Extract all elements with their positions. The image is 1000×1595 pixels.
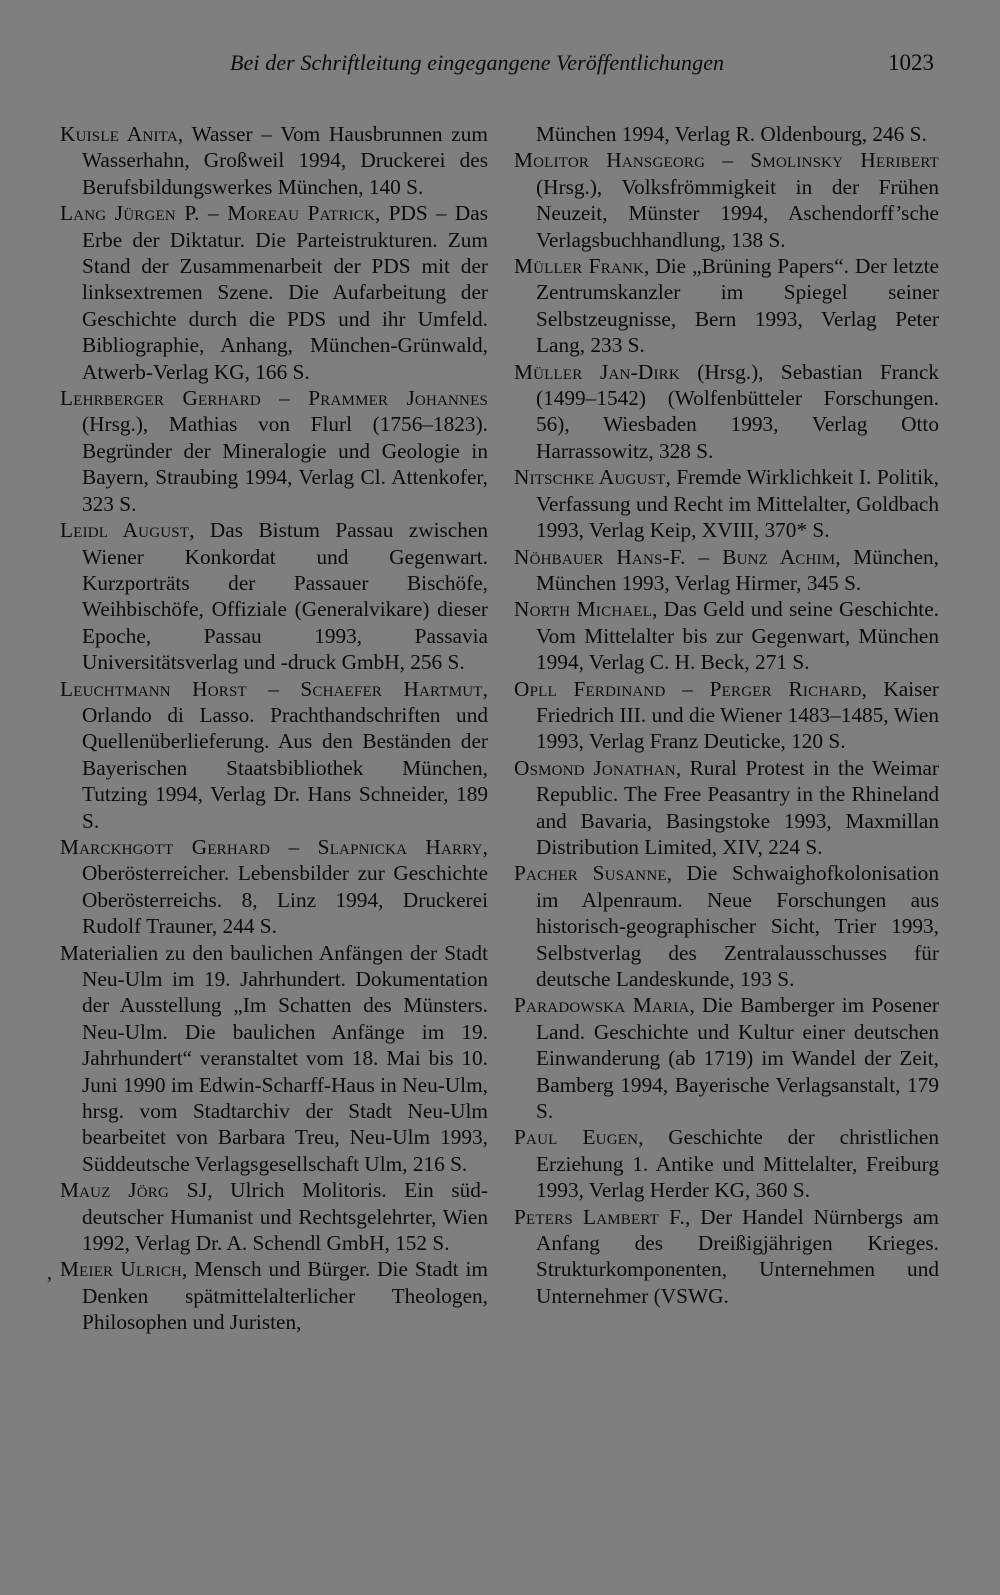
- entry-text: , Ulrich Molitoris. Ein süddeutscher Humanist und Rechtsgelehrter, Wien 1992, Verlag Dr. A. Schendl GmbH, 152 S.: [82, 1178, 489, 1256]
- entry-text: , PDS – Das Erbe der Diktatur. Die Parteistrukturen. Zum Stand der Zusammenarbeit der PDS mit der linksextremen Szene. Die Aufarbeitung der Geschichte durch die PDS und ihr Umfeld. Bibliographie, Anhang, München-Grünwald, Atwerb-Verlag KG, 166 S.: [82, 201, 488, 384]
- entry-author: Leidl August: [60, 518, 190, 543]
- entry-text: , Die Schwaighofkolonisation im Alpenraum. Neue Forschungen aus historisch-geographischer Sicht, Trier 1993, Selbstverlag des Zentralausschusses für deutsche Landeskunde, 193 S.: [536, 861, 939, 991]
- entry-author: Lehrberger Gerhard – Prammer Johannes: [60, 386, 488, 411]
- entry-text: (Hrsg.), Sebastian Franck (1499–1542) (Wolfenbütteler Forschungen. 56), Wiesbaden 1993, Verlag Otto Harrassowitz, 328 S.: [536, 359, 939, 463]
- entry-text: , Oberösterreicher. Lebensbilder zur Geschichte Oberösterreichs. 8, Linz 1994, Druckerei Rudolf Trauner, 244 S.: [82, 834, 488, 939]
- margin-mark: ‚: [46, 1262, 53, 1284]
- entry-author: Mauz Jörg SJ: [60, 1178, 208, 1203]
- bibliography-entry: [514, 1204, 939, 1310]
- bibliography-entry: [514, 121, 939, 147]
- entry-author: North Michael: [514, 597, 653, 622]
- entry-text: Materialien zu den baulichen Anfängen der Stadt Neu-Ulm im 19. Jahrhundert. Dokumentation der Ausstellung „Im Schatten des Münsters. Neu-Ulm. Die baulichen Anfänge im 19. Jahrhundert“ veranstaltet vom 18. Mai bis 10. Juni 1990 im Edwin-Scharff-Haus in Neu-Ulm, hrsg. vom Stadtarchiv der Stadt Neu-Ulm bearbeitet von Barbara Treu, Neu-Ulm 1993, Süddeutsche Verlagsgesellschaft Ulm, 216 S.: [60, 940, 488, 1176]
- bibliography-entry: [60, 940, 488, 1178]
- entry-author: Nitschke August: [514, 465, 666, 490]
- entry-text: , München, München 1993, Verlag Hirmer, 345 S.: [536, 544, 939, 595]
- entry-author: Nöhbauer Hans-F. – Bunz Achim: [514, 544, 836, 569]
- entry-text: (Hrsg.), Mathias von Flurl (1756–1823). Begründer der Mineralogie und Geologie in Bayern, Straubing 1994, Verlag Cl. Attenkofer, 323 S.: [82, 412, 488, 516]
- entry-text: München 1994, Verlag R. Oldenbourg, 246 S.: [536, 122, 927, 146]
- bibliography-entry: [514, 860, 939, 992]
- bibliography-entry: [60, 676, 488, 834]
- page-number: 1023: [888, 50, 934, 75]
- bibliography-entry: [514, 359, 939, 465]
- entry-text: , Das Bistum Passau zwischen Wiener Konkordat und Gegenwart. Kurzporträts der Passauer Bischöfe, Weihbischöfe, Offiziale (Generalvikare) dieser Epoche, Passau 1993, Passavia Universitätsverlag und -druck GmbH, 256 S.: [82, 518, 489, 675]
- entry-author: Müller Frank: [514, 254, 645, 279]
- bibliography-entry: [514, 147, 939, 253]
- left-column: [60, 121, 488, 1336]
- entry-author: Peters Lambert F.: [514, 1204, 686, 1229]
- entry-text: , Geschichte der christlichen Erziehung 1. Antike und Mittelalter, Freiburg 1993, Verlag Herder KG, 360 S.: [536, 1125, 939, 1203]
- bibliography-entry: [514, 676, 939, 755]
- entry-author: Molitor Hansgeorg – Smolinsky Heribert: [514, 148, 939, 173]
- bibliography-entry: [514, 544, 939, 597]
- entry-author: Paul Eugen: [514, 1125, 639, 1150]
- entry-author: Lang Jürgen P. – Moreau Patrick: [60, 201, 376, 226]
- running-head: [0, 48, 1000, 88]
- entry-author: Opll Ferdinand – Perger Richard: [514, 676, 862, 701]
- entry-text: , Kaiser Friedrich III. und die Wiener 1483–1485, Wien 1993, Verlag Franz Deuticke, 120 S.: [536, 676, 939, 754]
- entry-author: Kuisle Anita: [60, 122, 178, 146]
- entry-text: , Rural Protest in the Weimar Republic. The Free Peasantry in the Rhineland and Bavaria, Basingstoke 1993, Maxmillan Distribution Limited, XIV, 224 S.: [536, 755, 939, 859]
- bibliography-entry: [60, 200, 488, 385]
- entry-author: Paradowska Maria: [514, 993, 690, 1018]
- bibliography-entry: [514, 253, 939, 359]
- bibliography-entry: [514, 992, 939, 1124]
- running-title: Bei der Schriftleitung eingegangene Veröffentlichungen: [230, 50, 725, 75]
- bibliography-entry: [60, 517, 488, 675]
- entry-author: Leuchtmann Horst – Schaefer Hartmut: [60, 676, 483, 701]
- entry-author: Meier Ulrich: [60, 1257, 182, 1282]
- entry-text: , Der Handel Nürnbergs am Anfang des Dreißigjährigen Krieges. Strukturkomponenten, Unternehmen und Unternehmer (VSWG.: [536, 1204, 939, 1308]
- entry-text: , Wasser – Vom Hausbrunnen zum Wasserhahn, Großweil 1994, Druckerei des Berufsbildungswerkes München, 140 S.: [82, 122, 488, 199]
- entry-text: , Mensch und Bürger. Die Stadt im Denken spätmittelalterlicher Theologen, Philosophen und Juristen,: [82, 1257, 488, 1335]
- bibliography-entry: [514, 464, 939, 543]
- entry-author: Osmond Jonathan: [514, 755, 676, 780]
- right-column: [514, 121, 939, 1309]
- entry-text: , Das Geld und seine Geschichte. Vom Mittelalter bis zur Gegenwart, München 1994, Verlag C. H. Beck, 271 S.: [536, 597, 939, 675]
- bibliography-entry: [60, 385, 488, 517]
- entry-author: Marckhgott Gerhard – Slapnicka Harry: [60, 834, 483, 859]
- entry-author: Pacher Susanne: [514, 861, 667, 886]
- bibliography-entry: [514, 755, 939, 861]
- bibliography-entry: [514, 596, 939, 675]
- bibliography-entry: [514, 1124, 939, 1203]
- entry-text: , Orlando di Lasso. Prachthandschriften und Quellenüberlieferung. Aus den Beständen der Bayerischen Staatsbibliothek München, Tutzing 1994, Verlag Dr. Hans Schneider, 189 S.: [82, 676, 488, 833]
- entry-text: , Die Bamberger im Posener Land. Geschichte und Kultur einer deutschen Einwanderung (ab 1719) im Wandel der Zeit, Bamberg 1994, Bayerische Verlagsanstalt, 179 S.: [536, 993, 939, 1124]
- bibliography-entry: [60, 1177, 488, 1256]
- entry-author: Müller Jan-Dirk: [514, 359, 680, 384]
- bibliography-entry: [60, 834, 488, 940]
- entry-text: , Fremde Wirklichkeit I. Politik, Verfassung und Recht im Mittelalter, Goldbach 1993, Verlag Keip, XVIII, 370* S.: [536, 465, 939, 543]
- bibliography-entry: [60, 1256, 488, 1335]
- entry-text: , Die „Brüning Papers“. Der letzte Zentrumskanzler im Spiegel seiner Selbstzeugnisse, Bern 1993, Verlag Peter Lang, 233 S.: [536, 254, 939, 358]
- entry-text: (Hrsg.), Volksfrömmigkeit in der Frühen Neuzeit, Münster 1994, Aschendorff’sche Verlagsbuchhandlung, 138 S.: [536, 174, 939, 252]
- bibliography-entry: [60, 121, 488, 200]
